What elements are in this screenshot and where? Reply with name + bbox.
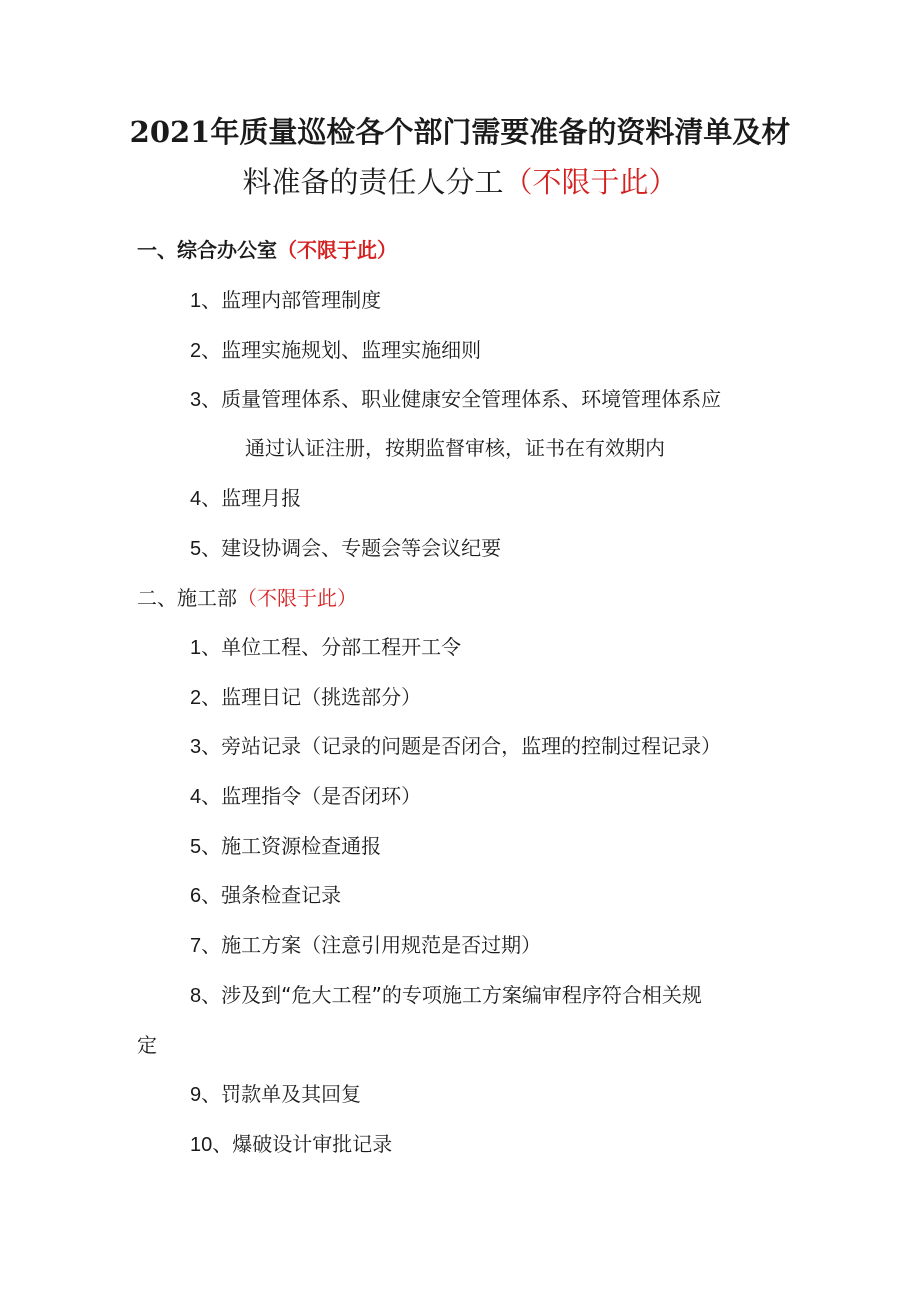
list-item bbox=[190, 1134, 392, 1155]
title-text: 料准备的责任人分工 bbox=[242, 165, 504, 199]
list-item-continuation: 定 bbox=[137, 1033, 157, 1057]
item-number: 5 bbox=[190, 538, 202, 560]
section-heading-label: 二、施工部 bbox=[137, 586, 237, 610]
list-item bbox=[190, 1084, 361, 1105]
list-item bbox=[190, 687, 421, 708]
item-number: 2 bbox=[190, 340, 202, 362]
item-text: 、施工资源检查通报 bbox=[201, 834, 382, 858]
item-number: 9 bbox=[190, 1084, 202, 1106]
item-number: 2 bbox=[190, 687, 202, 709]
list-item bbox=[190, 538, 501, 559]
list-item bbox=[190, 935, 541, 956]
list-item bbox=[190, 290, 381, 311]
list-item bbox=[190, 340, 481, 361]
item-number: 3 bbox=[190, 389, 202, 411]
item-text: 、质量管理体系、职业健康安全管理体系、环境管理体系应 bbox=[201, 387, 722, 411]
list-item-continuation: 通过认证注册，按期监督审核，证书在有效期内 bbox=[245, 436, 665, 460]
item-text: 、单位工程、分部工程开工令 bbox=[201, 635, 462, 659]
item-text: 、施工方案（注意引用规范是否过期） bbox=[201, 933, 542, 957]
item-text: 、监理实施规划、监理实施细则 bbox=[201, 338, 482, 362]
section-heading-construction-dept bbox=[137, 588, 357, 608]
section-heading-label: 一、综合办公室 bbox=[137, 238, 277, 262]
document-title-line-2 bbox=[120, 165, 800, 199]
item-text: 、监理指令（是否闭环） bbox=[201, 784, 422, 808]
list-item bbox=[190, 885, 341, 906]
item-text: 、强条检查记录 bbox=[201, 883, 342, 907]
item-number: 4 bbox=[190, 488, 202, 510]
list-item bbox=[190, 389, 721, 410]
section-heading-note: （不限于此） bbox=[277, 238, 397, 262]
list-item bbox=[190, 786, 421, 807]
section-heading-note: （不限于此） bbox=[237, 586, 357, 610]
item-text: 、建设协调会、专题会等会议纪要 bbox=[201, 536, 502, 560]
item-text: 、监理日记（挑选部分） bbox=[201, 685, 422, 709]
item-text: 、旁站记录（记录的问题是否闭合，监理的控制过程记录） bbox=[201, 734, 722, 758]
section-heading-general-office bbox=[137, 240, 397, 260]
item-number: 5 bbox=[190, 836, 202, 858]
item-number: 7 bbox=[190, 935, 202, 957]
item-number: 8 bbox=[190, 985, 202, 1007]
list-item bbox=[190, 488, 301, 509]
list-item bbox=[190, 637, 461, 658]
item-text: 、爆破设计审批记录 bbox=[212, 1132, 393, 1156]
item-number: 1 bbox=[190, 637, 202, 659]
list-item bbox=[190, 836, 381, 857]
list-item bbox=[190, 985, 702, 1006]
item-number: 3 bbox=[190, 736, 202, 758]
item-text: 、监理内部管理制度 bbox=[201, 288, 382, 312]
document-title-line-1: 2021年质量巡检各个部门需要准备的资料清单及材 bbox=[129, 115, 791, 149]
item-number: 6 bbox=[190, 885, 202, 907]
item-text: 、涉及到“危大工程”的专项施工方案编审程序符合相关规 bbox=[201, 983, 702, 1007]
item-number: 4 bbox=[190, 786, 202, 808]
title-note: （不限于此） bbox=[503, 165, 678, 199]
item-text: 、罚款单及其回复 bbox=[201, 1082, 362, 1106]
item-number: 10 bbox=[190, 1134, 213, 1156]
item-text: 、监理月报 bbox=[201, 486, 302, 510]
list-item bbox=[190, 736, 721, 757]
item-number: 1 bbox=[190, 290, 202, 312]
